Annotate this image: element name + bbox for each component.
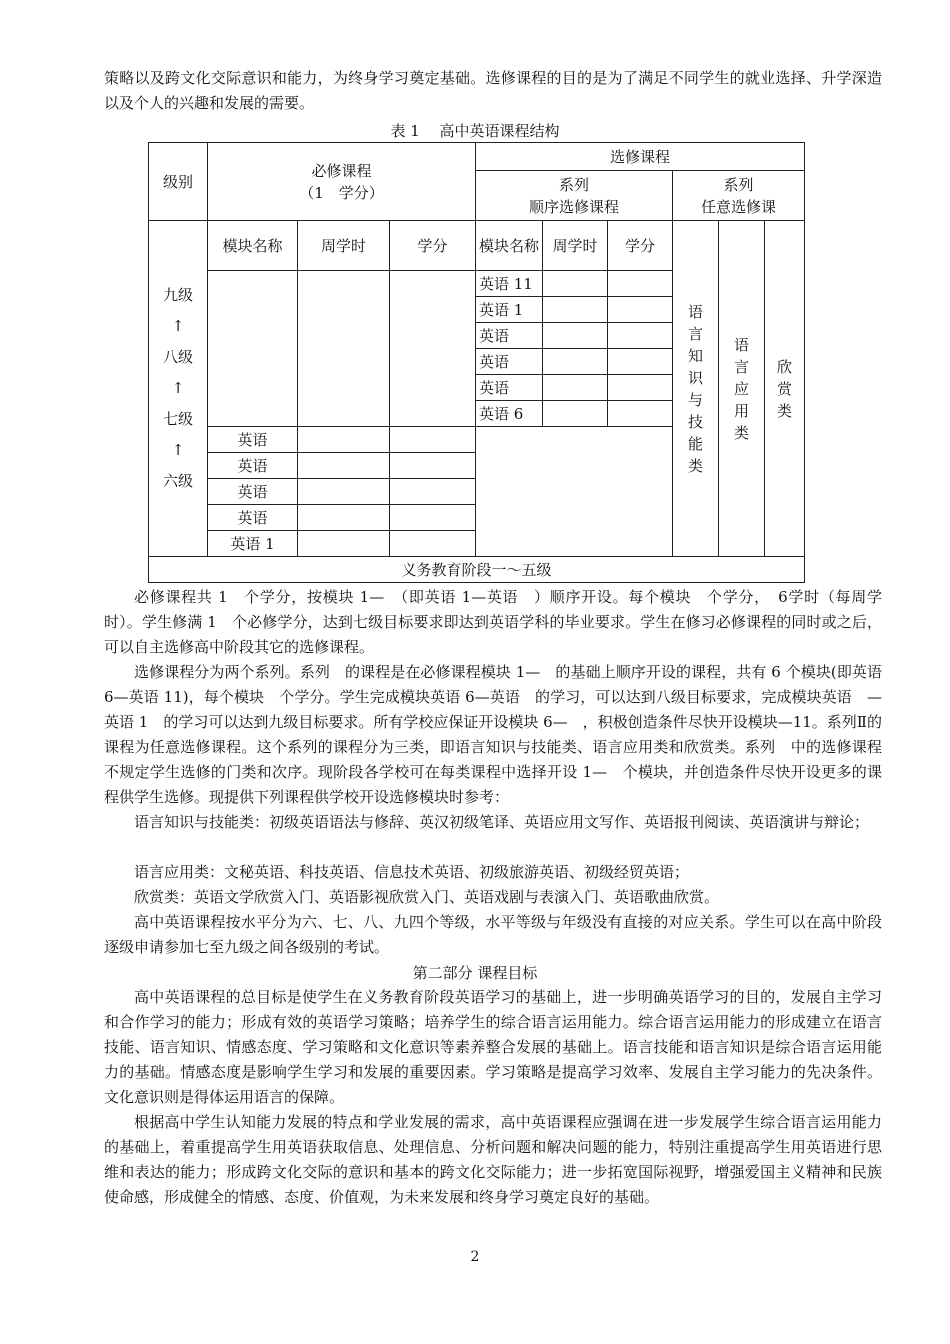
level-9: 九级 [162, 286, 193, 304]
series-two-line2: 任意选修课 [701, 197, 777, 216]
category-appreciation-char: 赏 [777, 379, 793, 398]
paragraph-goal-overall: 高中英语课程的总目标是使学生在义务教育阶段英语学习的基础上，进一步明确英语学习的目的，发展自主学习和合作学习的能力；形成有效的英语学习策略；培养学生的综合语言运用能力。综合语言运用能力的形成建立在语言技能、语言知识、情感态度、学习策略和文化意识等素养整合发展的基础上。语言技能和语言知识是综合语言运用能力的基础。情感态度是影响学生学习和发展的重要因素。学习策略是提高学习效率、发展自主学习能力的先决条件。文化意识则是得体运用语言的保障。 [104, 988, 882, 1106]
series-two-line1: 系列 [723, 175, 754, 194]
category-skills-char: 言 [687, 324, 703, 343]
series-one-line1: 系列 [558, 175, 589, 194]
intro-paragraph: 策略以及跨文化交际意识和能力，为终身学习奠定基础。选修课程的目的是为了满足不同学生的就业选择、升学深造以及个人的兴趣和发展的需要。 [104, 69, 882, 112]
compulsory-empty-cell [208, 271, 298, 427]
category-use-char: 言 [733, 357, 749, 376]
category-use-char: 类 [733, 423, 749, 442]
category-use-char: 应 [733, 379, 749, 398]
category-skills-char: 能 [687, 434, 703, 453]
col-module-name: 模块名称 [208, 221, 298, 271]
col-weekly-hours: 周学时 [298, 221, 390, 271]
compulsory-header [208, 143, 476, 221]
col-credits: 学分 [390, 221, 476, 271]
paragraph-skills-list: 语言知识与技能类：初级英语语法与修辞、英汉初级笔译、英语应用文写作、英语报刊阅读、英语演讲与辩论； [134, 813, 870, 831]
paragraph-levels: 高中英语课程按水平分为六、七、八、九四个等级，水平等级与年级没有直接的对应关系。学生可以在高中阶段逐级申请参加七至九级之间各级别的考试。 [104, 913, 882, 956]
category-skills-char: 知 [687, 346, 703, 365]
category-use [719, 221, 765, 557]
elective-module: 英语 6 [476, 401, 543, 427]
category-skills [673, 221, 719, 557]
paragraph-appreciation-list: 欣赏类：英语文学欣赏入门、英语影视欣赏入门、英语戏剧与表演入门、英语歌曲欣赏。 [134, 888, 720, 906]
elective-header: 选修课程 [476, 143, 805, 171]
level-arrow: ↑ [171, 441, 185, 459]
category-appreciation [765, 221, 805, 557]
category-skills-char: 识 [687, 368, 703, 387]
level-header: 级别 [149, 143, 208, 221]
elective-module: 英语 [476, 323, 543, 349]
level-8: 八级 [162, 348, 193, 366]
series-one-header [476, 171, 673, 221]
level-arrow: ↑ [171, 379, 185, 397]
table-footer: 义务教育阶段一～五级 [149, 557, 805, 583]
paragraph-compulsory: 必修课程共 1 个学分，按模块 1— （即英语 1—英语 ）顺序开设。每个模块 个学分， 6学时（每周学时）。学生修满 1 个必修学分，达到七级目标要求即达到英语学科的毕业要求。学生在修习必修课程的同时或之后，可以自主选修高中阶段其它的选修课程。 [104, 588, 882, 656]
page-number: 2 [470, 1249, 480, 1265]
elective-module: 英语 [476, 349, 543, 375]
compulsory-module: 英语 1 [208, 531, 298, 557]
series-one-line2: 顺序选修课程 [528, 197, 619, 216]
level-6: 六级 [162, 472, 193, 490]
category-skills-char: 类 [687, 456, 703, 475]
elective-module: 英语 [476, 375, 543, 401]
paragraph-goal-emphasis: 根据高中学生认知能力发展的特点和学业发展的需求，高中英语课程应强调在进一步发展学生综合语言运用能力的基础上，着重提高学生用英语获取信息、处理信息、分析问题和解决问题的能力，特别注重提高学生用英语进行思维和表达的能力；形成跨文化交际的意识和基本的跨文化交际能力；进一步拓宽国际视野，增强爱国主义精神和民族使命感，形成健全的情感、态度、价值观，为未来发展和终身学习奠定良好的基础。 [104, 1113, 882, 1206]
col-weekly-hours-2: 周学时 [543, 221, 608, 271]
category-skills-char: 技 [687, 412, 703, 431]
compulsory-module: 英语 [208, 479, 298, 505]
compulsory-module: 英语 [208, 505, 298, 531]
category-skills-char: 与 [687, 390, 703, 409]
elective-empty-area [476, 427, 673, 557]
section-title: 第二部分 课程目标 [412, 964, 538, 982]
compulsory-module: 英语 [208, 427, 298, 453]
compulsory-empty-cell [390, 271, 476, 427]
category-appreciation-char: 欣 [777, 357, 793, 376]
category-appreciation-char: 类 [777, 401, 793, 420]
elective-module: 英语 11 [476, 271, 543, 297]
level-column [149, 221, 208, 557]
col-module-name-2: 模块名称 [476, 221, 543, 271]
compulsory-module: 英语 [208, 453, 298, 479]
compulsory-title: 必修课程 [311, 161, 372, 180]
level-7: 七级 [162, 410, 193, 428]
series-two-header [673, 171, 805, 221]
col-credits-2: 学分 [608, 221, 673, 271]
table-caption: 表 1 高中英语课程结构 [390, 122, 560, 140]
elective-module: 英语 1 [476, 297, 543, 323]
compulsory-credits: （1 学分） [299, 183, 384, 202]
paragraph-elective: 选修课程分为两个系列。系列 的课程是在必修课程模块 1— 的基础上顺序开设的课程，共有 6 个模块(即英语 6—英语 11)，每个模块 个学分。学生完成模块英语 6—英语 的学习，可以达到八级目标要求，完成模块英语 —英语 1 的学习可以达到九级目标要求。所有学校应保证开设模块 6— ，积极创造条件尽快开设模块—11。系列Ⅱ的课程为任意选修课程。这个系列的课程分为三类，即语言知识与技能类、语言应用类和欣赏类。系列 中的选修课程不规定学生选修的门类和次序。现阶段各学校可在每类课程中选择开设 1— 个模块，并创造条件尽快开设更多的课程供学生选修。现提供下列课程供学校开设选修模块时参考： [104, 663, 882, 806]
compulsory-empty-cell [298, 271, 390, 427]
category-use-char: 用 [733, 401, 749, 420]
category-skills-char: 语 [687, 302, 703, 321]
level-arrow: ↑ [171, 317, 185, 335]
course-structure-table [148, 142, 805, 583]
paragraph-use-list: 语言应用类：文秘英语、科技英语、信息技术英语、初级旅游英语、初级经贸英语； [134, 863, 690, 881]
category-use-char: 语 [733, 335, 749, 354]
